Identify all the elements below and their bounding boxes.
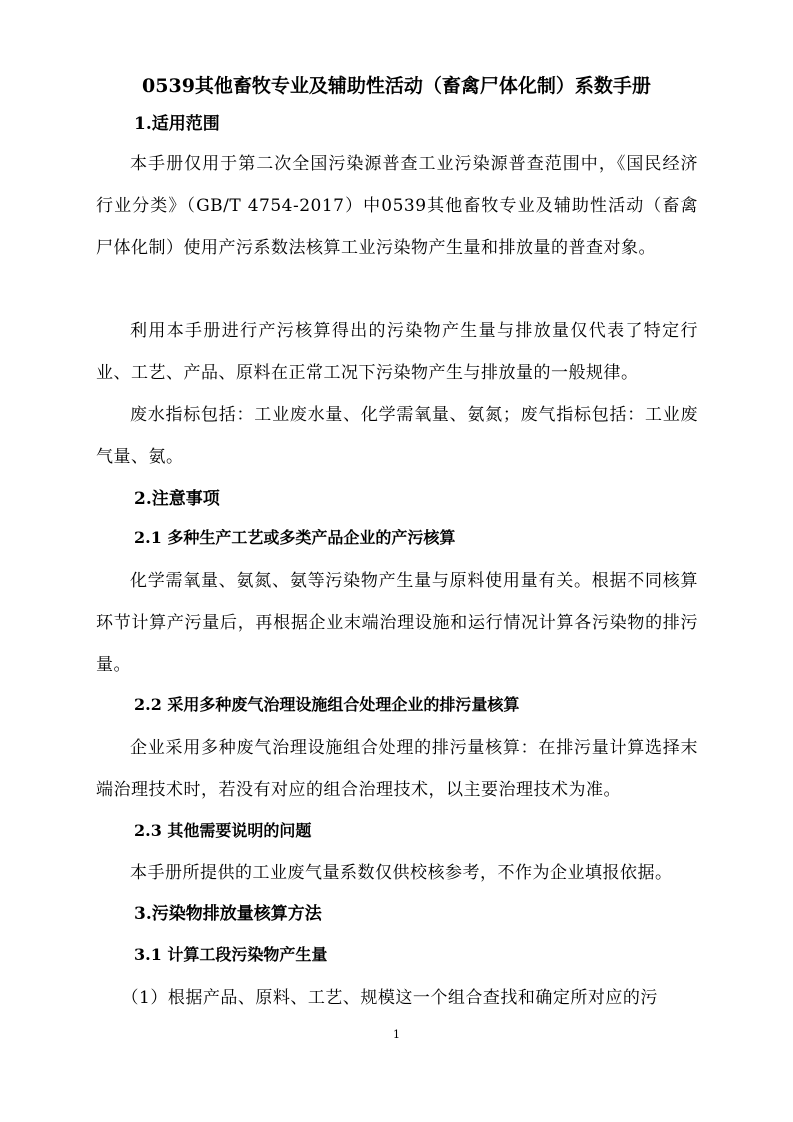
- section-heading-method: 3.污染物排放量核算方法: [134, 904, 322, 924]
- subsection-heading-2-1: 2.1 多种生产工艺或多类产品企业的产污核算: [134, 528, 456, 547]
- paragraph-scope-1: 本手册仅用于第二次全国污染源普查工业污染源普查范围中，《国民经济行业分类》（GB/T 4754-2017）中0539其他畜牧专业及辅助性活动（畜禽尸体化制）使用产污系数法核算工业污染物产生量和排放量的普查对象。: [96, 154, 698, 258]
- paragraph-2-2: 企业采用多种废气治理设施组合处理的排污量核算：在排污量计算选择末端治理技术时，若没有对应的组合治理技术，以主要治理技术为准。: [96, 738, 698, 800]
- section-heading-notes: 2.注意事项: [134, 489, 220, 509]
- paragraph-2-1: 化学需氧量、氨氮、氨等污染物产生量与原料使用量有关。根据不同核算环节计算产污量后，再根据企业末端治理设施和运行情况计算各污染物的排污量。: [96, 571, 698, 675]
- paragraph-scope-3: 废水指标包括：工业废水量、化学需氧量、氨氮；废气指标包括：工业废气量、氨。: [96, 405, 698, 467]
- section-heading-scope: 1.适用范围: [134, 114, 220, 134]
- page-number: 1: [393, 1028, 400, 1041]
- paragraph-2-3: 本手册所提供的工业废气量系数仅供校核参考，不作为企业填报依据。: [130, 863, 673, 883]
- subsection-heading-2-3: 2.3 其他需要说明的问题: [134, 821, 312, 840]
- document-title: 0539其他畜牧专业及辅助性活动（畜禽尸体化制）系数手册: [142, 75, 651, 97]
- subsection-heading-3-1: 3.1 计算工段污染物产生量: [134, 945, 328, 964]
- subsection-heading-2-2: 2.2 采用多种废气治理设施组合处理企业的排污量核算: [134, 695, 520, 714]
- paragraph-scope-2: 利用本手册进行产污核算得出的污染物产生量与排放量仅代表了特定行业、工艺、产品、原料在正常工况下污染物产生与排放量的一般规律。: [96, 321, 698, 383]
- paragraph-3-1: （1）根据产品、原料、工艺、规模这一个组合查找和确定所对应的污: [121, 988, 658, 1008]
